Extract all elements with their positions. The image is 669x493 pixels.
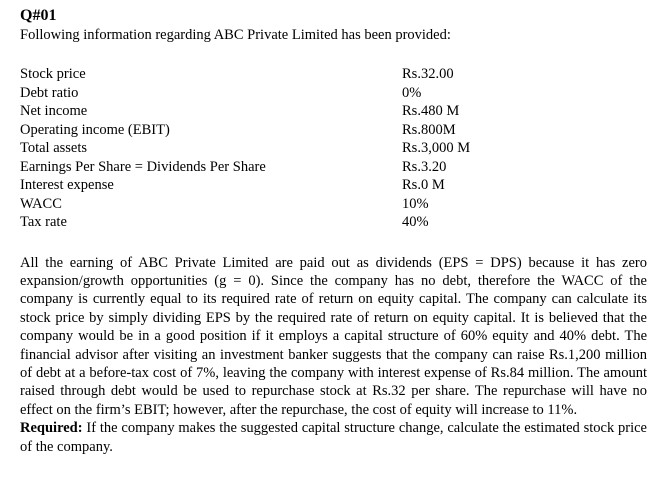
required-label: Required:	[20, 420, 83, 437]
table-row	[20, 102, 470, 121]
row-label: Total assets	[20, 140, 88, 156]
case-text: All the earning of ABC Private Limited are paid out as dividends (EPS = DPS) because it has zero expansion/growth opportunities (g = 0). Since the company has no debt, therefore the WACC of the company is currently equal to its required rate of return on equity capital. The company can calculate its stock price by simply dividing EPS by the required rate of return on equity capital. It is believed that the company would be in a good position if it employs a capital structure of 60% equity and 40% debt. The financial advisor after visiting an investment banker suggests that the company can raise Rs.1,200 million of debt at a before-tax cost of 7%, leaving the company with interest expense of Rs.84 million. The amount raised through debt would be used to repurchase stock at Rs.32 per share. The repurchase will have no effect on the firm’s EBIT; however, after the repurchase, the cost of equity will increase to 11%.	[20, 254, 647, 418]
row-value: Rs.3.20	[402, 158, 447, 175]
row-label: WACC	[20, 195, 62, 212]
row-label: Tax rate	[20, 214, 67, 230]
case-paragraph	[20, 254, 647, 456]
table-row	[20, 84, 470, 103]
row-label: Stock price	[20, 66, 86, 82]
row-label: Earnings Per Share = Dividends Per Share	[20, 158, 266, 175]
question-number: Q#01	[20, 7, 57, 24]
row-value: Rs.800M	[402, 121, 456, 138]
row-label: Interest expense	[20, 177, 114, 193]
table-row	[20, 158, 470, 177]
required-text: If the company makes the suggested capital structure change, calculate the estimated stock price of the company.	[20, 420, 647, 455]
row-value: 10%	[402, 195, 429, 212]
row-value: Rs.0 M	[402, 177, 445, 193]
row-value: Rs.3,000 M	[402, 140, 471, 156]
table-row	[20, 139, 470, 158]
table-row	[20, 65, 470, 84]
row-value: 40%	[402, 214, 429, 230]
table-row	[20, 176, 470, 195]
row-value: Rs.32.00	[402, 66, 454, 82]
row-label: Net income	[20, 103, 88, 119]
table-row	[20, 213, 470, 232]
table-row	[20, 121, 470, 140]
row-value: Rs.480 M	[402, 103, 460, 119]
company-data-table	[20, 65, 470, 232]
table-row	[20, 195, 470, 214]
row-label: Debt ratio	[20, 84, 79, 101]
row-label: Operating income (EBIT)	[20, 121, 170, 138]
row-value: 0%	[402, 84, 422, 101]
question-intro: Following information regarding ABC Private Limited has been provided:	[20, 27, 451, 43]
